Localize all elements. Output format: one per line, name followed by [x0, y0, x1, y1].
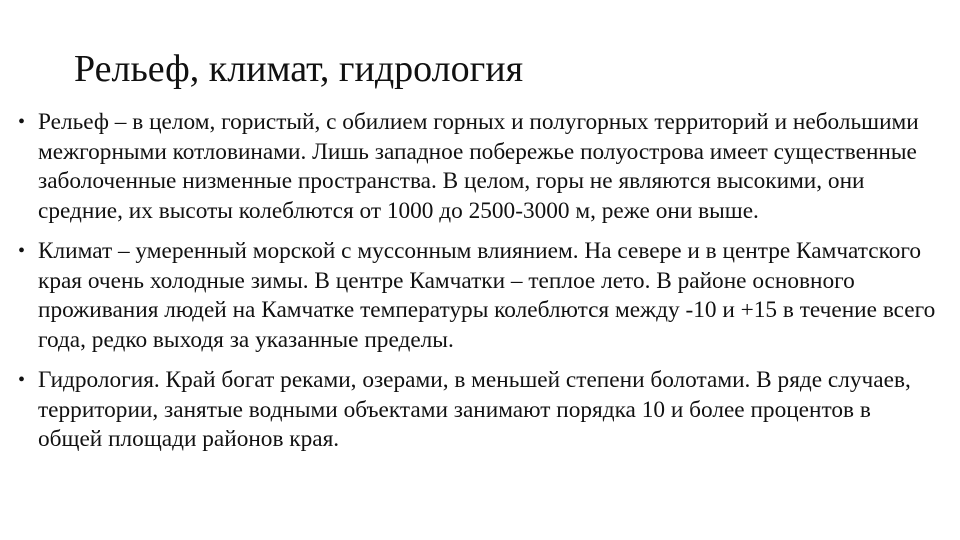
bullet-item-hydrology [18, 366, 938, 455]
bullet-item-relief [18, 108, 938, 226]
bullet-item-climate [18, 237, 938, 355]
bullet-list [18, 108, 938, 455]
bullet-text-hydrology: Гидрология. Край богат реками, озерами, в меньшей степени болотами. В ряде случаев, территории, занятые водными объектами занимают порядка 10 и более процентов в общей площади районов края. [38, 367, 911, 452]
bullet-text-climate: Климат – умеренный морской с муссонным влиянием. На севере и в центре Камчатского края очень холодные зимы. В центре Камчатки – теплое лето. В районе основного проживания людей на Камчатке температуры колеблются между -10 и +15 в течение всего года, редко выходя за указанные пределы. [38, 238, 936, 353]
slide-title: Рельеф, климат, гидрология [74, 48, 524, 90]
bullet-dot-icon: • [18, 240, 26, 262]
bullet-dot-icon: • [18, 111, 26, 133]
bullet-text-relief: Рельеф – в целом, гористый, с обилием горных и полугорных территорий и небольшими межгорными котловинами. Лишь западное побережье полуострова имеет существенные заболоченные низменные пространства. В целом, горы не являются высокими, они средние, их высоты колеблются от 1000 до 2500-3000 м, реже они выше. [38, 109, 919, 224]
bullet-dot-icon: • [18, 369, 26, 391]
